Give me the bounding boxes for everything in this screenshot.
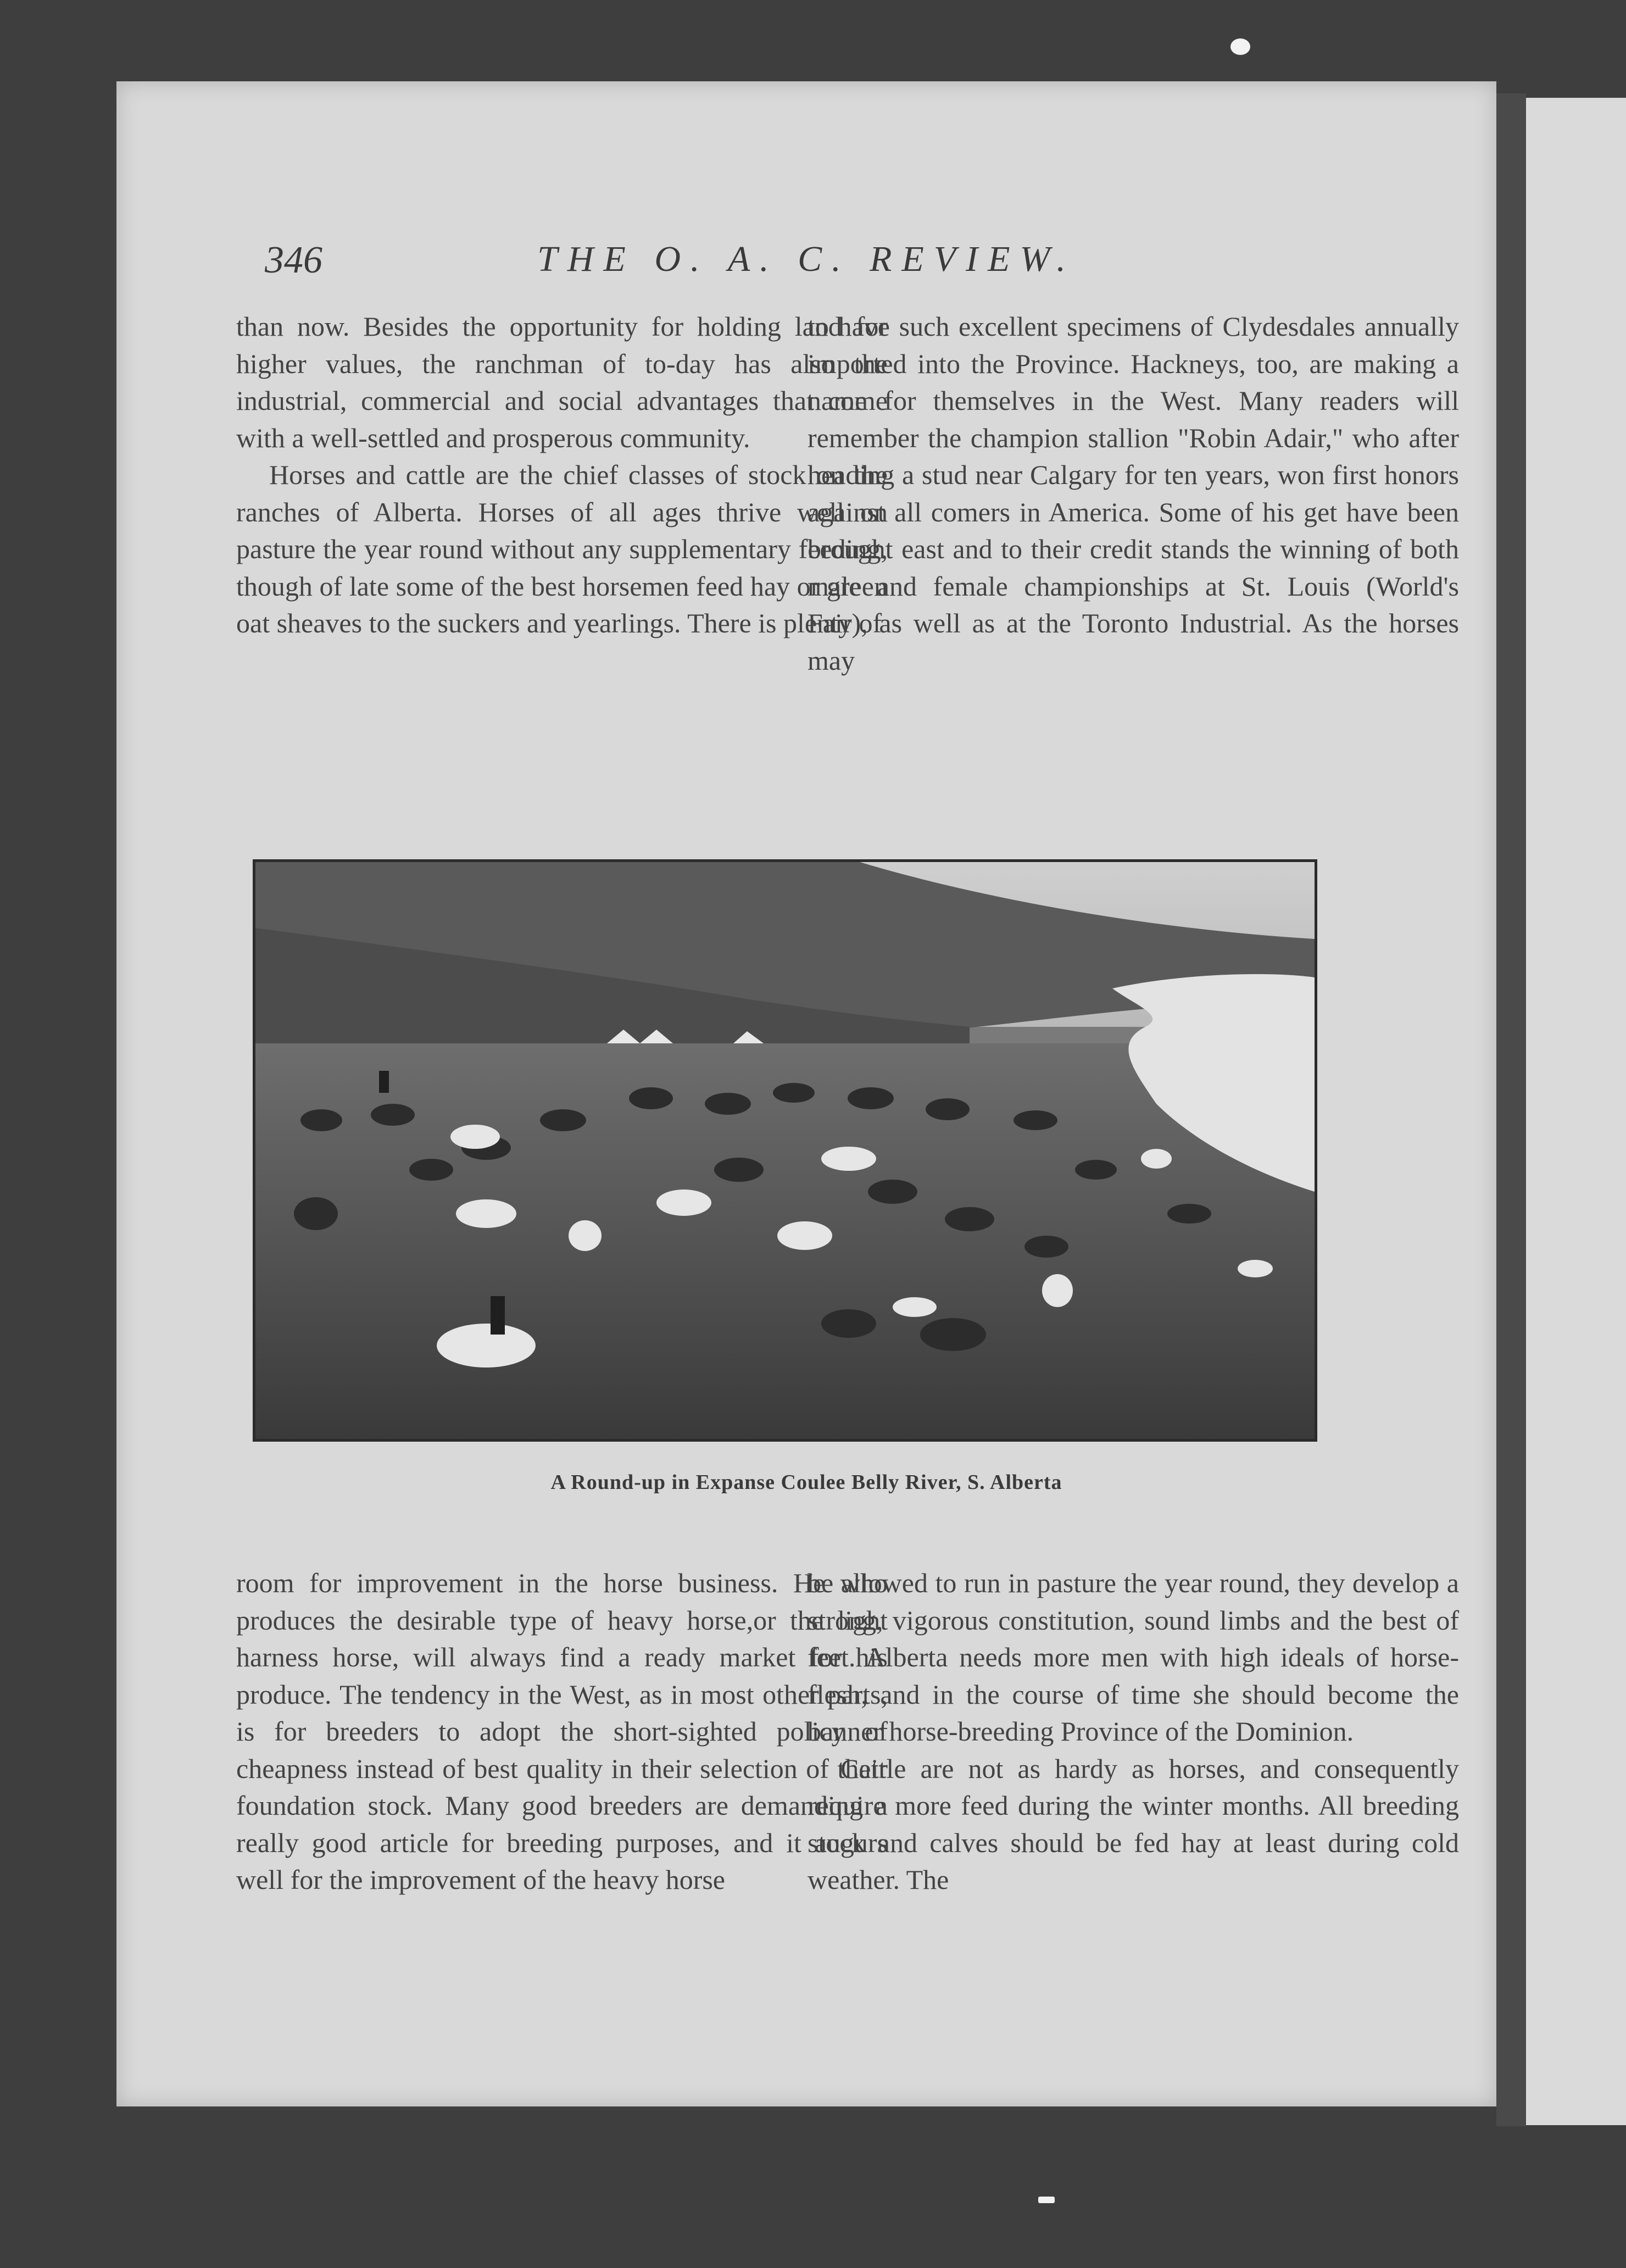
facing-page-edge [1526, 98, 1626, 2125]
column-bottom-right [808, 1565, 1459, 2092]
page-gutter [1496, 93, 1526, 2126]
column-bottom-left [236, 1565, 888, 2092]
paragraph: be allowed to run in pasture the year round, they develop a strong, vigorous constitution, sound limbs and the best of feet. Alberta needs more men with high ideals of horse-flesh, and in the course of time she should become the banner horse-breeding Province of the Dominion. [808, 1567, 1459, 1747]
paragraph: Cattle are not as hardy as horses, and consequently require more feed during the winter months. All breeding stock and calves should be fed hay at least during cold weather. The [808, 1753, 1459, 1895]
paragraph: than now. Besides the opportunity for holding land for higher values, the ranchman of to-day has also the industrial, commercial and social advantages that come with a well-settled and prosperous community. [236, 311, 888, 453]
column-top-right [808, 308, 1459, 913]
page-header [116, 238, 1496, 299]
paragraph: to have such excellent specimens of Clydesdales annually imported into the Province. Hackneys, too, are making a name for themselves in the West. Many readers will remember the champion stallion "Robin Adair," who after heading a stud near Calgary for ten years, won first honors against all comers in America. Some of his get have been brought east and to their credit stands the winning of both male and female championships at St. Louis (World's Fair), as well as at the Toronto Industrial. As the horses may [808, 311, 1459, 676]
column-top-left [236, 308, 888, 913]
paragraph: Horses and cattle are the chief classes of stock on the ranches of Alberta. Horses of all ages thrive well on pasture the year round without any supplementary feeding, though of late some of the best horsemen feed hay or green oat sheaves to the suckers and yearlings. There is plenty of [236, 459, 888, 638]
paragraph: room for improvement in the horse business. He who produces the desirable type of heavy horse,or the light harness horse, will always find a ready market for his produce. The tendency in the West, as in most other parts, is for breeders to adopt the short-sighted policy of cheapness instead of best quality in their selection of their foundation stock. Many good breeders are demanding a really good article for breeding purposes, and it augurs well for the improvement of the heavy horse [236, 1567, 888, 1895]
film-speck [1038, 2197, 1055, 2203]
running-title: THE O. A. C. REVIEW. [537, 239, 1076, 279]
film-speck [1230, 38, 1250, 55]
magazine-page [116, 81, 1496, 2106]
figure-caption: A Round-up in Expanse Coulee Belly River, S. Alberta [550, 1471, 1062, 1494]
roundup-photograph [253, 859, 1317, 1442]
page-number: 346 [265, 239, 322, 281]
